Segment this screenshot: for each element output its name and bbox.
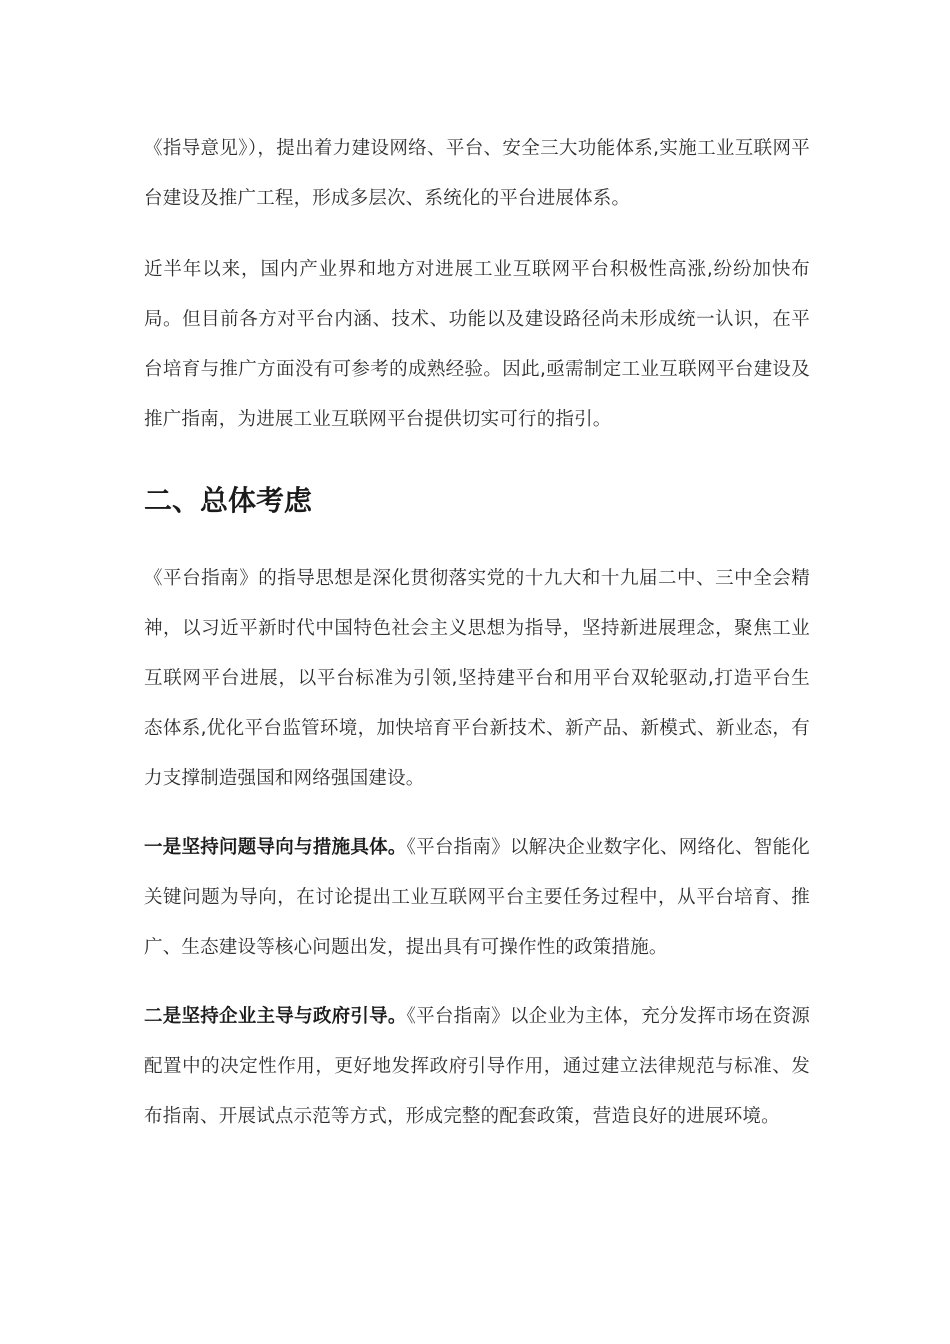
principle-two-text: 《平台指南》以企业为主体，充分发挥市场在资源配置中的决定性作用，更好地发挥政府引导作用，通过建立法律规范与标准、发布指南、开展试点示范等方式，形成完整的配套政策，营造良好的进展环境。: [144, 1006, 810, 1127]
principle-one-text: 《平台指南》以解决企业数字化、网络化、智能化关键问题为导向，在讨论提出工业互联网平台主要任务过程中，从平台培育、推广、生态建设等核心问题出发，提出具有可操作性的政策措施。: [144, 837, 810, 958]
paragraph-principle-two: [144, 992, 810, 1142]
principle-one-lead: 一是坚持问题导向与措施具体。: [144, 837, 407, 858]
paragraph-guidance-opinion: 《指导意见》），提出着力建设网络、平台、安全三大功能体系,实施工业互联网平台建设及推广工程，形成多层次、系统化的平台进展体系。: [144, 138, 810, 209]
section-heading-overall: 二、总体考虑: [144, 484, 313, 517]
paragraph-guiding-ideology: 《平台指南》的指导思想是深化贯彻落实党的十九大和十九届二中、三中全会精神，以习近平新时代中国特色社会主义思想为指导，坚持新进展理念，聚焦工业互联网平台进展，以平台标准为引领,坚持建平台和用平台双轮驱动,打造平台生态体系,优化平台监管环境，加快培育平台新技术、新产品、新模式、新业态，有力支撑制造强国和网络强国建设。: [144, 568, 810, 789]
paragraph-recent-development: 近半年以来，国内产业界和地方对进展工业互联网平台积极性高涨,纷纷加快布局。但目前各方对平台内涵、技术、功能以及建设路径尚未形成统一认识，在平台培育与推广方面没有可参考的成熟经验。因此,亟需制定工业互联网平台建设及推广指南，为进展工业互联网平台提供切实可行的指引。: [144, 259, 810, 430]
principle-two-lead: 二是坚持企业主导与政府引导。: [144, 1006, 407, 1027]
document-body: [144, 124, 810, 1161]
paragraph-principle-one: [144, 823, 810, 973]
